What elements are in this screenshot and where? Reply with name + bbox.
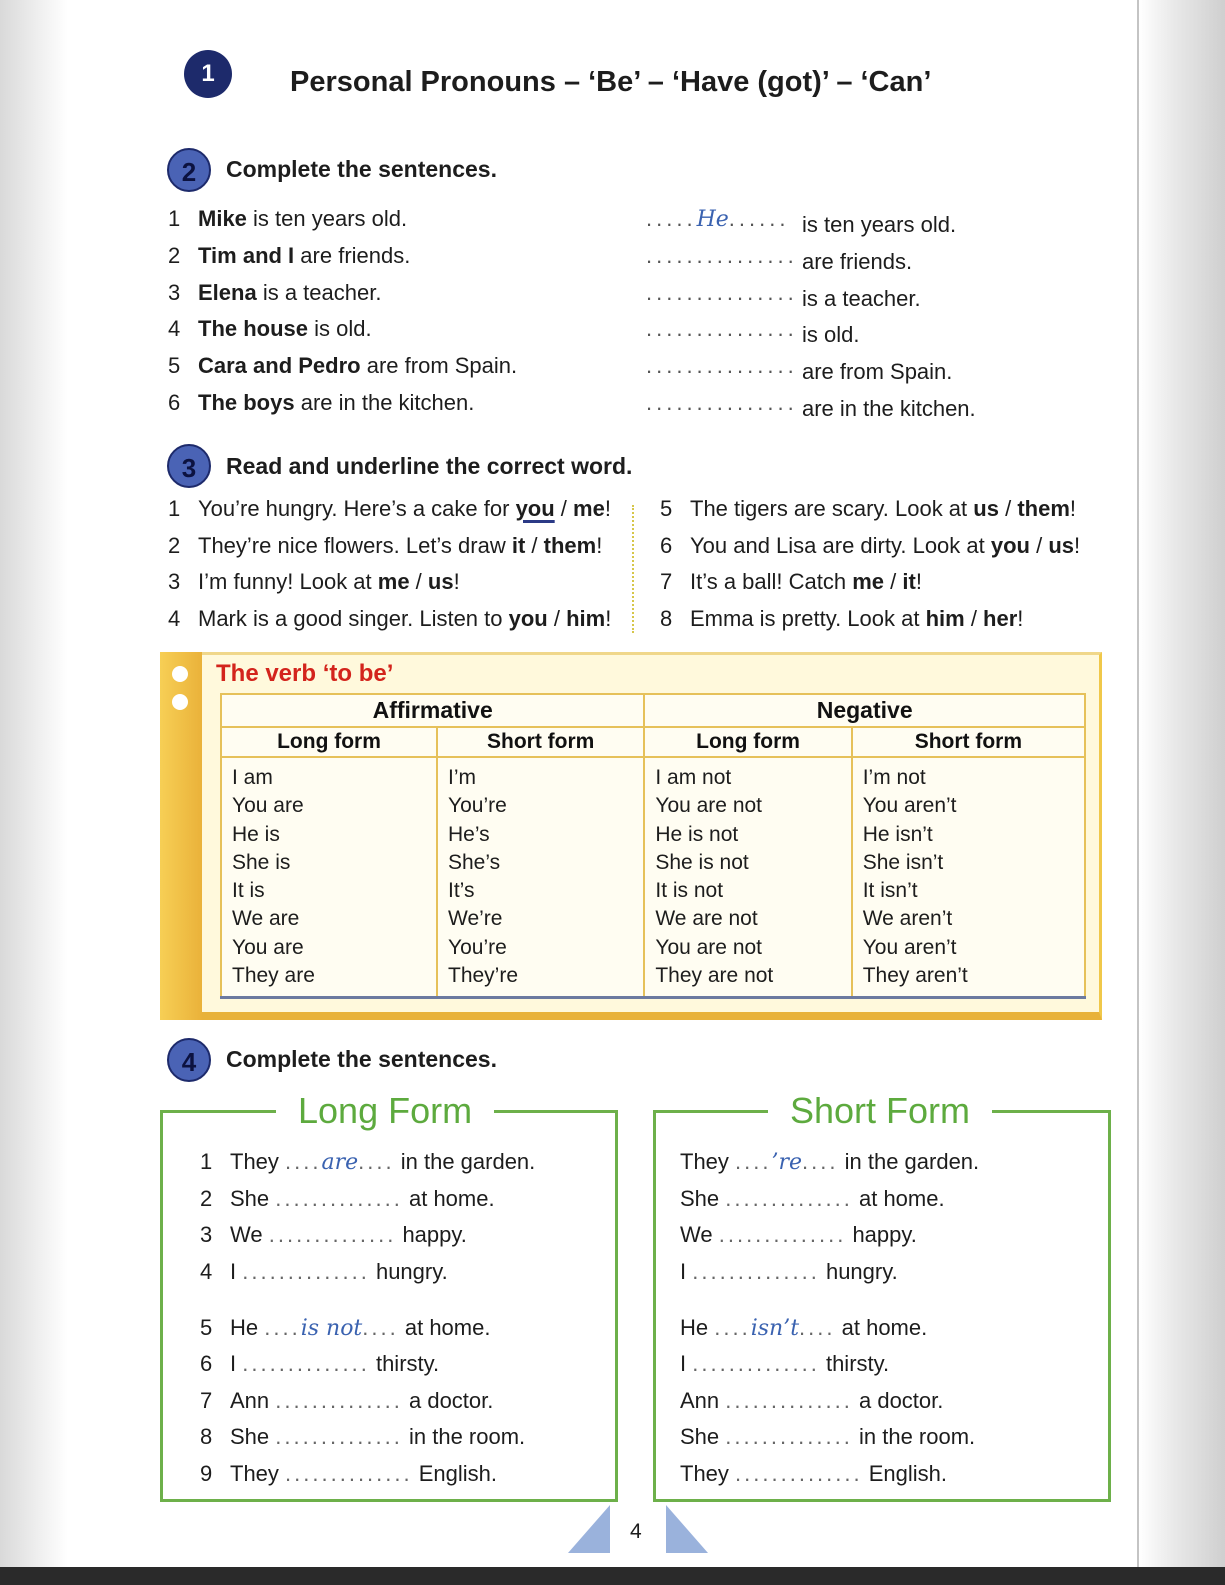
row-subject: We [230,1222,263,1247]
long-form-row [200,1259,448,1285]
row-subject: They [230,1461,279,1486]
long-form-row [200,1315,490,1341]
option-two[interactable]: it [902,569,916,594]
long-form-row [200,1388,493,1414]
verb-table [220,693,1086,999]
verb-column [852,757,1085,998]
verb-form: You’re [448,794,507,818]
row-rest: in the garden. [400,1149,536,1174]
answer-blank[interactable]: .............. [725,1186,853,1211]
page-left-shadow [0,0,68,1585]
handwritten-answer: He [696,207,729,232]
unit-number-badge: 1 [184,50,232,98]
answer-blank[interactable]: ....is not.... [264,1315,399,1341]
option-separator: / [409,569,428,594]
row-subject: Ann [230,1388,270,1413]
sentence-rest: is a teacher. [262,280,382,305]
answer-blank[interactable]: ....isn’t.... [714,1315,836,1341]
page-title: Personal Pronouns – ‘Be’ – ‘Have (got)’ – ‘Can’ [290,66,932,98]
row-rest: hungry. [375,1259,448,1284]
verb-form: I am not [655,766,732,789]
verb-form: She is not [655,850,749,874]
item-number: 8 [200,1424,213,1449]
short-form-row [680,1315,927,1341]
sentence-end: ! [1069,496,1076,521]
col-header: Long form [221,727,437,757]
verb-table-title: The verb ‘to be’ [216,660,394,687]
option-one[interactable]: you [508,606,548,631]
item-number: 9 [200,1461,213,1486]
page-bottom-edge [0,1567,1225,1585]
verb-form: I am [232,766,273,789]
verb-form: You aren’t [862,935,957,959]
option-two[interactable]: them [1017,496,1070,521]
verb-form: You are [232,935,304,959]
sentence-text: You’re hungry. Here’s a cake for [198,496,516,521]
row-subject: He [680,1315,709,1340]
answer-blank[interactable]: .............. [268,1222,397,1247]
option-two[interactable]: us [427,569,454,594]
handwritten-answer: are [321,1150,359,1175]
sentence-end: ! [1017,606,1024,631]
row-rest: in the garden. [844,1149,980,1174]
short-form-row [680,1424,975,1450]
long-form-title: Long Form [276,1090,494,1132]
answer-row [646,353,952,385]
row-rest: at home. [408,1186,495,1211]
sentence-subject: The boys [198,390,295,415]
sentence-rest: are friends. [300,243,411,268]
answer-blank[interactable]: .............. [285,1461,413,1486]
sentence-text: The tigers are scary. Look at [690,496,974,521]
answer-blank[interactable]: .............. [275,1424,403,1449]
option-separator: / [998,496,1018,521]
item-number: 4 [168,606,181,631]
row-rest: a doctor. [858,1388,944,1413]
panel-dot [172,666,188,682]
exercise-3-row [168,606,611,632]
item-number: 2 [168,533,181,558]
answer-blank[interactable]: .............. [692,1259,820,1284]
answer-tail: are from Spain. [802,359,953,384]
long-form-row [200,1149,535,1175]
row-rest: happy. [852,1222,917,1247]
answer-tail: is old. [802,322,860,347]
row-subject: She [230,1186,270,1211]
sentence-text: Emma is pretty. Look at [690,606,926,631]
verb-form: We are not [655,907,758,931]
answer-tail: are friends. [802,249,913,274]
verb-form: He’s [448,822,490,846]
row-subject: They [680,1149,729,1174]
column-divider [632,505,634,633]
col-header: Long form [644,727,851,757]
answer-blank[interactable]: ....are.... [285,1149,395,1175]
option-separator: / [554,496,574,521]
verb-form: She is [232,850,291,874]
option-one[interactable]: it [511,533,526,558]
short-form-row [680,1461,947,1487]
option-one[interactable]: me [852,569,885,594]
row-subject: I [230,1351,237,1376]
long-form-row [200,1351,439,1377]
verb-form: She’s [448,850,501,874]
verb-form: I’m not [862,766,926,789]
item-number: 3 [168,569,181,594]
answer-row [646,316,859,348]
handwritten-answer: isn’t [750,1316,800,1341]
short-form-title: Short Form [768,1090,992,1132]
sentence-row [168,390,474,416]
row-subject: I [230,1259,237,1284]
page-arrow-left-icon [568,1505,610,1553]
answer-blank[interactable]: ............... [646,280,798,305]
long-form-row [200,1222,467,1248]
answer-tail: is ten years old. [802,212,957,237]
sentence-subject: Cara and Pedro [198,353,361,378]
item-number: 4 [200,1259,213,1284]
short-form-row [680,1186,945,1212]
verb-form: It isn’t [862,879,918,903]
exercise-3-row [660,606,1023,632]
negative-header: Negative [644,694,1085,727]
answer-blank[interactable]: .............. [692,1351,820,1376]
answer-tail: is a teacher. [802,286,921,311]
option-separator: / [884,569,903,594]
sentence-text: Mark is a good singer. Listen to [198,606,509,631]
item-number: 8 [660,606,673,631]
verb-form: He is not [655,822,739,846]
verb-form: You are not [655,935,763,959]
exercise-3-row [660,533,1080,559]
answer-row [646,243,912,275]
option-separator: / [525,533,544,558]
short-form-row [680,1222,917,1248]
verb-form: We aren’t [862,907,953,931]
sentence-rest: are in the kitchen. [300,390,475,415]
answer-tail: are in the kitchen. [802,396,976,421]
short-form-row [680,1388,943,1414]
panel-dot [172,694,188,710]
answer-blank[interactable]: .............. [735,1461,863,1486]
answer-blank[interactable]: ............... [646,353,798,378]
row-subject: They [680,1461,729,1486]
verb-column [221,757,437,998]
option-separator: / [1030,533,1049,558]
row-rest: at home. [404,1315,491,1340]
verb-form: You are not [655,794,763,818]
row-subject: She [230,1424,270,1449]
item-number: 1 [168,496,181,521]
item-number: 2 [200,1186,213,1211]
sentence-end: ! [605,606,612,631]
handwritten-answer: ’re [771,1150,803,1175]
col-header: Short form [852,727,1085,757]
row-rest: a doctor. [408,1388,494,1413]
option-separator: / [547,606,567,631]
option-two[interactable]: them [543,533,597,558]
option-two[interactable]: me [573,496,605,521]
exercise-3-badge: 3 [167,444,211,488]
answer-blank[interactable]: ....’re.... [735,1149,839,1175]
exercise-2-badge: 2 [167,148,211,192]
verb-form: He isn’t [862,822,933,846]
answer-blank[interactable]: .............. [242,1259,370,1284]
row-subject: She [680,1424,720,1449]
option-one[interactable]: him [925,606,965,631]
exercise-3-row [168,569,460,595]
sentence-end: ! [596,533,603,558]
option-one[interactable]: us [973,496,999,521]
item-number: 5 [168,353,181,378]
affirmative-header: Affirmative [221,694,644,727]
sentence-row [168,316,372,342]
answer-blank[interactable]: .............. [718,1222,847,1247]
answer-blank[interactable]: .............. [725,1424,853,1449]
verb-form: I’m [448,766,476,789]
verb-form: They aren’t [862,964,968,988]
item-number: 3 [168,280,181,305]
sentence-subject: Elena [198,280,257,305]
row-rest: thirsty. [825,1351,890,1376]
answer-blank[interactable]: .............. [275,1186,403,1211]
row-rest: in the room. [408,1424,526,1449]
row-subject: She [680,1186,720,1211]
sentence-rest: is old. [314,316,372,341]
sentence-subject: Mike [198,206,247,231]
exercise-3-title: Read and underline the correct word. [226,453,633,479]
sentence-row [168,353,517,379]
sentence-text: You and Lisa are dirty. Look at [690,533,991,558]
row-subject: I [680,1259,687,1284]
answer-blank[interactable]: ............... [646,243,798,268]
handwritten-answer: is not [300,1316,363,1341]
long-form-row [200,1424,525,1450]
long-form-row [200,1461,497,1487]
item-number: 2 [168,243,181,268]
verb-column [644,757,851,998]
verb-form: He is [232,822,280,846]
item-number: 6 [660,533,673,558]
item-number: 7 [660,569,673,594]
verb-form: We are [232,907,300,931]
option-one[interactable]: you [990,533,1030,558]
exercise-4-badge: 4 [167,1038,211,1082]
item-number: 4 [168,316,181,341]
sentence-end: ! [604,496,611,521]
verb-form: They are [232,964,315,988]
exercise-3-row [168,533,602,559]
long-form-row [200,1186,495,1212]
item-number: 6 [168,390,181,415]
row-subject: I [680,1351,687,1376]
answer-blank[interactable]: ............... [646,316,798,341]
short-form-row [680,1149,979,1175]
verb-form: They’re [448,964,519,988]
col-header: Short form [437,727,644,757]
exercise-2-title: Complete the sentences. [226,156,497,182]
page-number: 4 [630,1520,642,1543]
page-arrow-right-icon [666,1505,708,1553]
exercise-4-title: Complete the sentences. [226,1046,497,1072]
verb-form: You’re [448,935,507,959]
item-number: 1 [168,206,181,231]
sentence-row [168,243,410,269]
answer-row [646,390,976,422]
option-separator: / [964,606,984,631]
item-number: 6 [200,1351,213,1376]
sentence-rest: are from Spain. [366,353,518,378]
option-one[interactable]: you [515,496,555,521]
verb-form: It’s [448,879,475,903]
verb-form: You are [232,794,304,818]
sentence-end: ! [915,569,922,594]
answer-blank[interactable]: .............. [725,1388,853,1413]
sentence-rest: is ten years old. [253,206,408,231]
row-rest: in the room. [858,1424,976,1449]
sentence-row [168,280,381,306]
row-rest: at home. [841,1315,928,1340]
option-two[interactable]: her [983,606,1018,631]
sentence-text: It’s a ball! Catch [690,569,853,594]
verb-form: You aren’t [862,794,957,818]
item-number: 7 [200,1388,213,1413]
verb-form: It is not [655,879,724,903]
row-subject: We [680,1222,713,1247]
row-rest: English. [868,1461,948,1486]
answer-row [646,280,921,312]
sentence-subject: Tim and I [198,243,295,268]
sentence-row [168,206,407,232]
option-one[interactable]: me [377,569,410,594]
exercise-3-row [168,496,611,522]
sentence-text: They’re nice flowers. Let’s draw [198,533,512,558]
answer-blank[interactable]: .............. [242,1351,370,1376]
verb-form: We’re [448,907,503,931]
answer-row [646,206,956,238]
sentence-text: I’m funny! Look at [198,569,378,594]
verb-form: It is [232,879,265,903]
verb-column [437,757,644,998]
row-subject: He [230,1315,259,1340]
verb-form: She isn’t [862,850,944,874]
row-rest: hungry. [825,1259,898,1284]
page-right-shadow [1137,0,1225,1585]
item-number: 1 [200,1149,213,1174]
row-subject: They [230,1149,279,1174]
item-number: 5 [660,496,673,521]
verb-form: They are not [655,964,774,988]
exercise-3-row [660,569,922,595]
row-rest: at home. [858,1186,945,1211]
sentence-subject: The house [198,316,309,341]
row-rest: English. [418,1461,498,1486]
option-two[interactable]: us [1048,533,1075,558]
answer-blank[interactable]: .............. [275,1388,403,1413]
short-form-row [680,1351,889,1377]
item-number: 5 [200,1315,213,1340]
row-subject: Ann [680,1388,720,1413]
sentence-end: ! [1074,533,1081,558]
item-number: 3 [200,1222,213,1247]
sentence-end: ! [453,569,460,594]
short-form-row [680,1259,898,1285]
row-rest: thirsty. [375,1351,440,1376]
answer-blank[interactable]: .....He...... [646,206,790,232]
row-rest: happy. [402,1222,467,1247]
exercise-3-row [660,496,1076,522]
option-two[interactable]: him [566,606,606,631]
answer-blank[interactable]: ............... [646,390,798,415]
